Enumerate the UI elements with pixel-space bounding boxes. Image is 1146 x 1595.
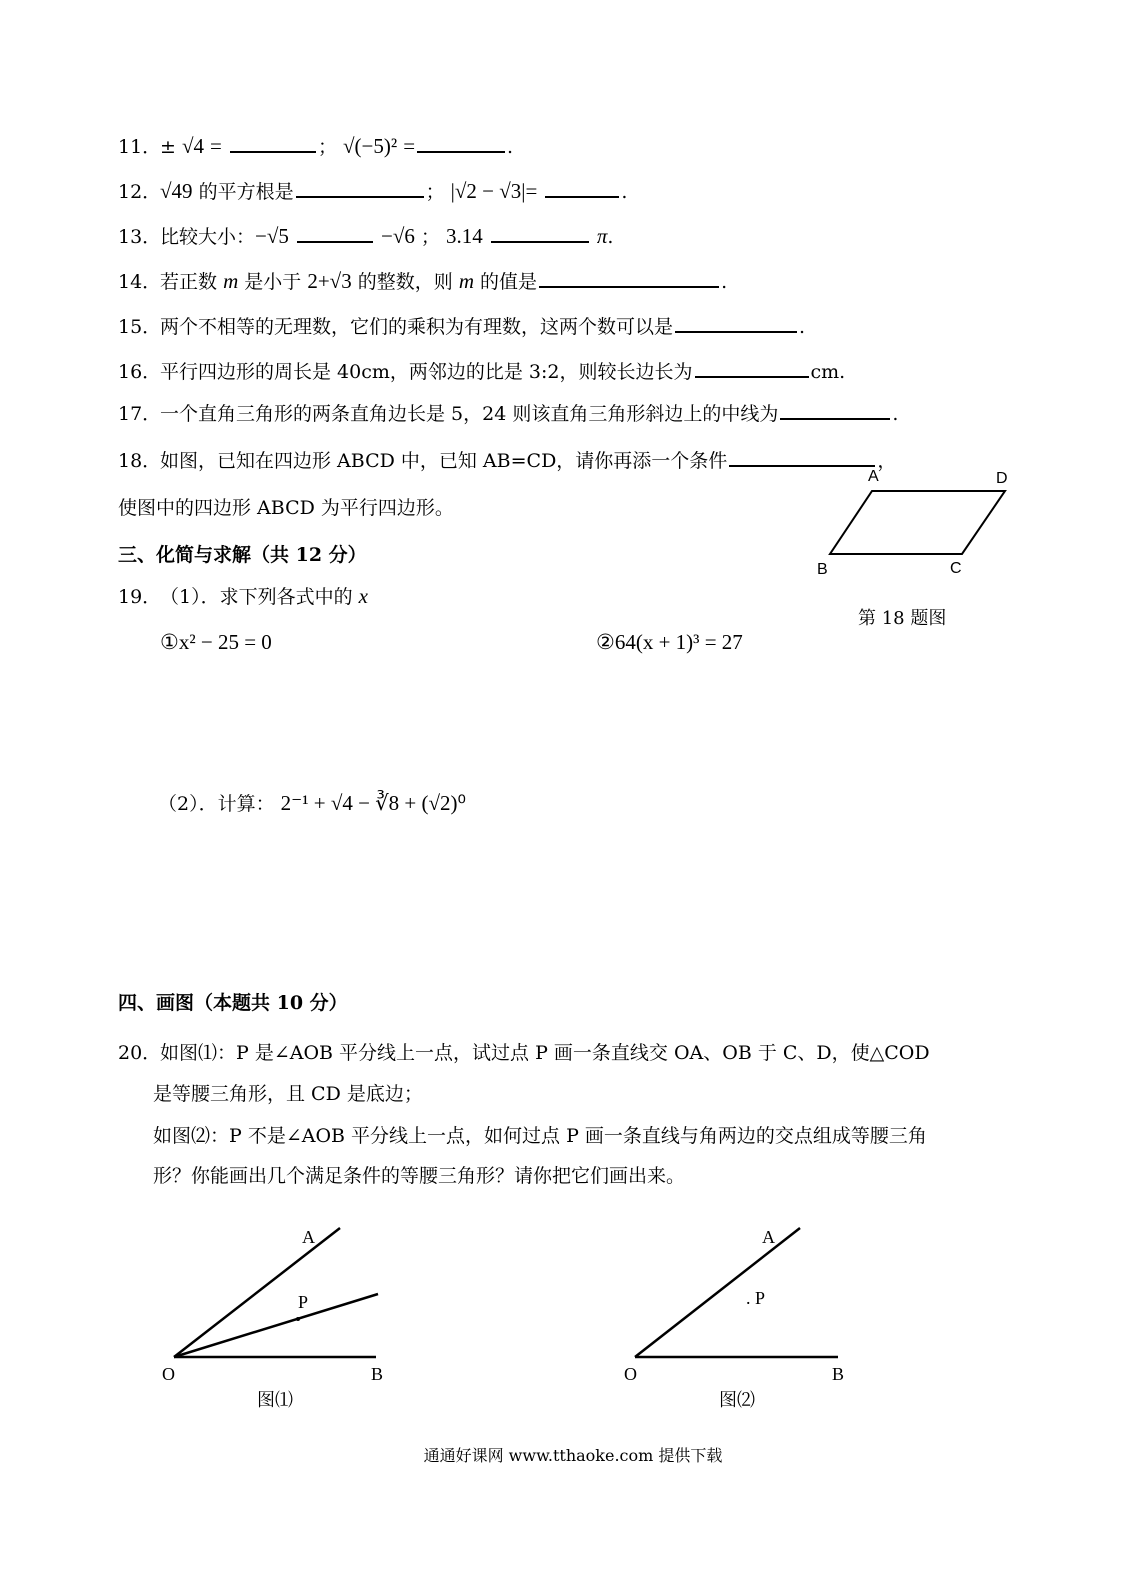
- question-19-part-2: （2）．计算： 2⁻¹ + √4 − ∛8 + (√2)⁰: [158, 791, 466, 815]
- figure-1-angle: [160, 1220, 400, 1370]
- figure-2-label-a: A: [762, 1227, 775, 1247]
- figure-18-label-d: D: [996, 470, 1008, 487]
- answer-blank[interactable]: [780, 400, 890, 420]
- page-footer: 通通好课网 www.tthaoke.com 提供下载: [423, 1446, 723, 1465]
- question-13: 13．比较大小：−√5 −√6 ； 3.14 π.: [118, 224, 614, 248]
- answer-blank[interactable]: [491, 223, 589, 243]
- equation-1: ①x² − 25 = 0: [160, 630, 272, 654]
- math-expression: 2+√3: [307, 269, 352, 293]
- parallelogram-shape: [830, 491, 1005, 554]
- point-p: [296, 1317, 300, 1321]
- question-number: 12．: [118, 181, 162, 203]
- question-number: 16．: [118, 361, 162, 383]
- math-expression: |√2 − √3|=: [450, 179, 538, 203]
- math-expression: √4: [181, 134, 204, 158]
- question-20-line-4: 形？你能画出几个满足条件的等腰三角形？请你把它们画出来。: [153, 1165, 686, 1187]
- question-19-part-1: 19．（1）．求下列各式中的 x: [118, 584, 368, 608]
- figure-1-label-p: P: [298, 1292, 309, 1312]
- figure-2-label-o: O: [624, 1364, 637, 1384]
- question-15: 15．两个不相等的无理数，它们的乘积为有理数，这两个数可以是 .: [118, 313, 805, 340]
- section-3-title: 三、化简与求解（共 12 分）: [118, 544, 367, 566]
- question-number: 13．: [118, 226, 162, 248]
- answer-blank[interactable]: [695, 358, 809, 378]
- question-number: 14．: [118, 271, 162, 293]
- figure-2-label-b: B: [832, 1364, 845, 1384]
- figure-18-caption: 第 18 题图: [858, 608, 947, 629]
- figure-2-angle: [620, 1220, 860, 1370]
- question-16: 16．平行四边形的周长是 40cm，两邻边的比是 3:2，则较长边长为 cm.: [118, 358, 845, 385]
- question-number: 19．: [118, 586, 162, 608]
- question-18-continued: 使图中的四边形 ABCD 为平行四边形。: [118, 497, 454, 519]
- math-expression: −√5: [255, 224, 289, 248]
- answer-blank[interactable]: [729, 447, 875, 467]
- question-number: 18．: [118, 450, 162, 472]
- question-number: 15．: [118, 316, 162, 338]
- question-number: 17．: [118, 403, 162, 425]
- ray-bisector: [174, 1294, 378, 1357]
- answer-blank[interactable]: [545, 178, 619, 198]
- equation-2: ②64(x + 1)³ = 27: [596, 630, 743, 654]
- answer-blank[interactable]: [539, 268, 719, 288]
- question-20-line-2: 是等腰三角形，且 CD 是底边；: [153, 1083, 423, 1105]
- question-number: 11．: [118, 136, 162, 158]
- math-expression: √(−5)²: [343, 134, 398, 158]
- question-18: 18．如图，已知在四边形 ABCD 中，已知 AB=CD，请你再添一个条件 ，: [118, 447, 896, 474]
- figure-2-caption: 图⑵: [719, 1390, 755, 1411]
- question-17: 17．一个直角三角形的两条直角边长是 5，24 则该直角三角形斜边上的中线为 .: [118, 400, 898, 427]
- answer-blank[interactable]: [417, 133, 505, 153]
- math-expression: 2⁻¹ + √4 − ∛8 + (√2)⁰: [280, 791, 466, 815]
- math-expression: √49: [160, 179, 193, 203]
- figure-1-label-o: O: [162, 1364, 175, 1384]
- figure-1-label-a: A: [302, 1227, 315, 1247]
- answer-blank[interactable]: [297, 223, 373, 243]
- question-20-line-3: 如图⑵：P 不是∠AOB 平分线上一点，如何过点 P 画一条直线与角两边的交点组成等腰三角: [153, 1125, 927, 1147]
- section-4-title: 四、画图（本题共 10 分）: [118, 992, 348, 1014]
- figure-18-label-b: B: [817, 561, 828, 578]
- ray-oa: [174, 1228, 340, 1357]
- answer-blank[interactable]: [675, 313, 797, 333]
- figure-18-label-c: C: [950, 560, 962, 577]
- question-12: 12．√49 的平方根是 ； |√2 − √3|= .: [118, 179, 628, 203]
- figure-18-label-a: A: [868, 468, 879, 485]
- question-number: 20．: [118, 1042, 162, 1064]
- question-14: 14．若正数 m 是小于 2+√3 的整数，则 m 的值是 .: [118, 269, 728, 293]
- question-11: 11．± √4 = ； √(−5)² = .: [118, 134, 514, 158]
- figure-2-label-p: . P: [746, 1288, 766, 1308]
- question-20-line-1: 20．如图⑴：P 是∠AOB 平分线上一点，试过点 P 画一条直线交 OA、OB 于 C、D，使△COD: [118, 1042, 930, 1064]
- figure-1-label-b: B: [371, 1364, 384, 1384]
- ray-oa: [635, 1228, 800, 1357]
- answer-blank[interactable]: [230, 133, 316, 153]
- math-expression: −√6: [380, 224, 415, 248]
- answer-blank[interactable]: [296, 178, 424, 198]
- figure-1-caption: 图⑴: [257, 1390, 293, 1411]
